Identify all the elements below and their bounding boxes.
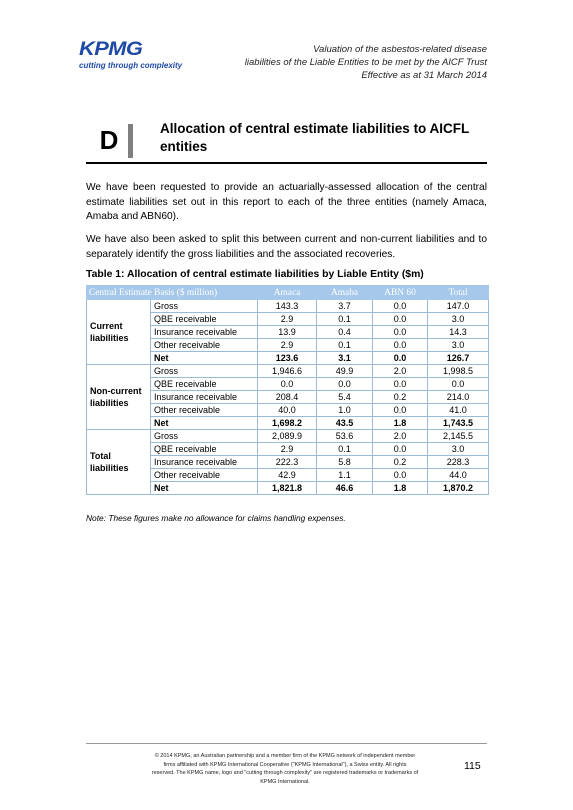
table-caption: Table 1: Allocation of central estimate liabilities by Liable Entity ($m): [86, 269, 424, 280]
table-cell: 0.0: [373, 378, 428, 391]
table-cell: 228.3: [428, 456, 489, 469]
row-group-label: Current liabilities: [87, 300, 151, 365]
table-cell: 3.0: [428, 313, 489, 326]
section-letter: D: [99, 125, 119, 155]
footer-line: reserved. The KPMG name, logo and "cutting through complexity" are registered trademarks or trademarks of: [151, 770, 419, 777]
table-cell: 3.1: [317, 352, 373, 365]
copyright-footer: [130, 752, 440, 786]
table-cell: 0.0: [317, 378, 373, 391]
allocation-table: [86, 285, 489, 495]
row-label: Insurance receivable: [151, 456, 258, 469]
column-header: Amaba: [317, 286, 373, 300]
table-cell: 0.1: [317, 313, 373, 326]
column-header: Amaca: [258, 286, 317, 300]
table-cell: 0.1: [317, 443, 373, 456]
row-label: QBE receivable: [151, 313, 258, 326]
table-row: [87, 365, 489, 378]
table-cell: 0.4: [317, 326, 373, 339]
table-cell: 1,698.2: [258, 417, 317, 430]
table-cell: 1,870.2: [428, 482, 489, 495]
table-cell: 2,145.5: [428, 430, 489, 443]
row-label: Other receivable: [151, 404, 258, 417]
table-cell: 0.0: [373, 326, 428, 339]
table-cell: 0.2: [373, 456, 428, 469]
table-cell: 41.0: [428, 404, 489, 417]
table-cell: 0.0: [373, 443, 428, 456]
page-number: 115: [464, 760, 481, 772]
table-cell: 2.9: [258, 443, 317, 456]
section-divider-bar: [128, 124, 133, 158]
table-cell: 0.2: [373, 391, 428, 404]
column-header: ABN 60: [373, 286, 428, 300]
row-label: Gross: [151, 300, 258, 313]
table-cell: 0.0: [373, 404, 428, 417]
row-label: Net: [151, 417, 258, 430]
table-cell: 42.9: [258, 469, 317, 482]
table-cell: 46.6: [317, 482, 373, 495]
table-cell: 0.0: [373, 339, 428, 352]
row-label: Gross: [151, 365, 258, 378]
row-label: QBE receivable: [151, 443, 258, 456]
table-cell: 0.0: [373, 469, 428, 482]
table-cell: 1.8: [373, 482, 428, 495]
table-cell: 3.0: [428, 339, 489, 352]
table-cell: 44.0: [428, 469, 489, 482]
table-cell: 0.0: [373, 352, 428, 365]
column-header: Central Estimate Basis ($ million): [87, 286, 258, 300]
table-cell: 2.0: [373, 365, 428, 378]
table-cell: 222.3: [258, 456, 317, 469]
table-cell: 143.3: [258, 300, 317, 313]
table-cell: 2,089.9: [258, 430, 317, 443]
table-cell: 13.9: [258, 326, 317, 339]
table-note: Note: These figures make no allowance for claims handling expenses.: [86, 513, 346, 523]
table-cell: 0.0: [373, 300, 428, 313]
table-cell: 43.5: [317, 417, 373, 430]
table-cell: 123.6: [258, 352, 317, 365]
footer-line: KPMG International.: [260, 778, 310, 785]
table-cell: 5.4: [317, 391, 373, 404]
table-cell: 40.0: [258, 404, 317, 417]
report-header: [245, 43, 487, 82]
table-cell: 1,821.8: [258, 482, 317, 495]
footer-divider: [86, 743, 487, 744]
header-line: liabilities of the Liable Entities to be met by the AICF Trust: [244, 57, 487, 68]
table-cell: 0.0: [258, 378, 317, 391]
row-label: Other receivable: [151, 469, 258, 482]
table-cell: 1.8: [373, 417, 428, 430]
table-header-row: [87, 286, 489, 300]
table-cell: 126.7: [428, 352, 489, 365]
table-cell: 3.7: [317, 300, 373, 313]
row-label: Other receivable: [151, 339, 258, 352]
row-label: Insurance receivable: [151, 391, 258, 404]
header-line: Valuation of the asbestos-related disease: [313, 44, 487, 55]
table-cell: 2.0: [373, 430, 428, 443]
table-cell: 0.0: [373, 313, 428, 326]
table-row: [87, 300, 489, 313]
row-label: QBE receivable: [151, 378, 258, 391]
paragraph: We have been requested to provide an actuarially-assessed allocation of the central estimate liabilities set out in this report to each of the three entities (namely Amaca, Amaba and ABN60).: [86, 182, 487, 222]
row-label: Net: [151, 352, 258, 365]
table-cell: 1.1: [317, 469, 373, 482]
row-label: Insurance receivable: [151, 326, 258, 339]
table-cell: 214.0: [428, 391, 489, 404]
row-label: Gross: [151, 430, 258, 443]
paragraph: We have also been asked to split this between current and non-current liabilities and to separately identify the gross liabilities and the associated recoveries.: [86, 234, 487, 260]
table-cell: 0.0: [428, 378, 489, 391]
footer-line: firms affiliated with KPMG International Cooperative ("KPMG International"), a Swiss entity. All rights: [163, 761, 407, 768]
table-cell: 208.4: [258, 391, 317, 404]
table-cell: 1,946.6: [258, 365, 317, 378]
column-header: Total: [428, 286, 489, 300]
logo-wordmark: KPMG: [79, 39, 143, 60]
kpmg-logo: [79, 40, 182, 71]
table-cell: 1,998.5: [428, 365, 489, 378]
row-group-label: Non-current liabilities: [87, 365, 151, 430]
footer-line: © 2014 KPMG, an Australian partnership and a member firm of the KPMG network of independent member: [154, 753, 416, 759]
table-cell: 49.9: [317, 365, 373, 378]
table-cell: 5.8: [317, 456, 373, 469]
section-title: Allocation of central estimate liabilities to AICFL entities: [160, 121, 470, 154]
table-cell: 3.0: [428, 443, 489, 456]
header-line: Effective as at 31 March 2014: [361, 70, 487, 81]
row-group-label: Total liabilities: [87, 430, 151, 495]
table-cell: 1,743.5: [428, 417, 489, 430]
section-heading: [86, 110, 487, 164]
table-cell: 147.0: [428, 300, 489, 313]
row-label: Net: [151, 482, 258, 495]
table-row: [87, 430, 489, 443]
table-cell: 0.1: [317, 339, 373, 352]
table-cell: 14.3: [428, 326, 489, 339]
table-cell: 53.6: [317, 430, 373, 443]
table-cell: 2.9: [258, 313, 317, 326]
table-cell: 2.9: [258, 339, 317, 352]
logo-tagline: cutting through complexity: [79, 61, 183, 70]
table-cell: 1.0: [317, 404, 373, 417]
